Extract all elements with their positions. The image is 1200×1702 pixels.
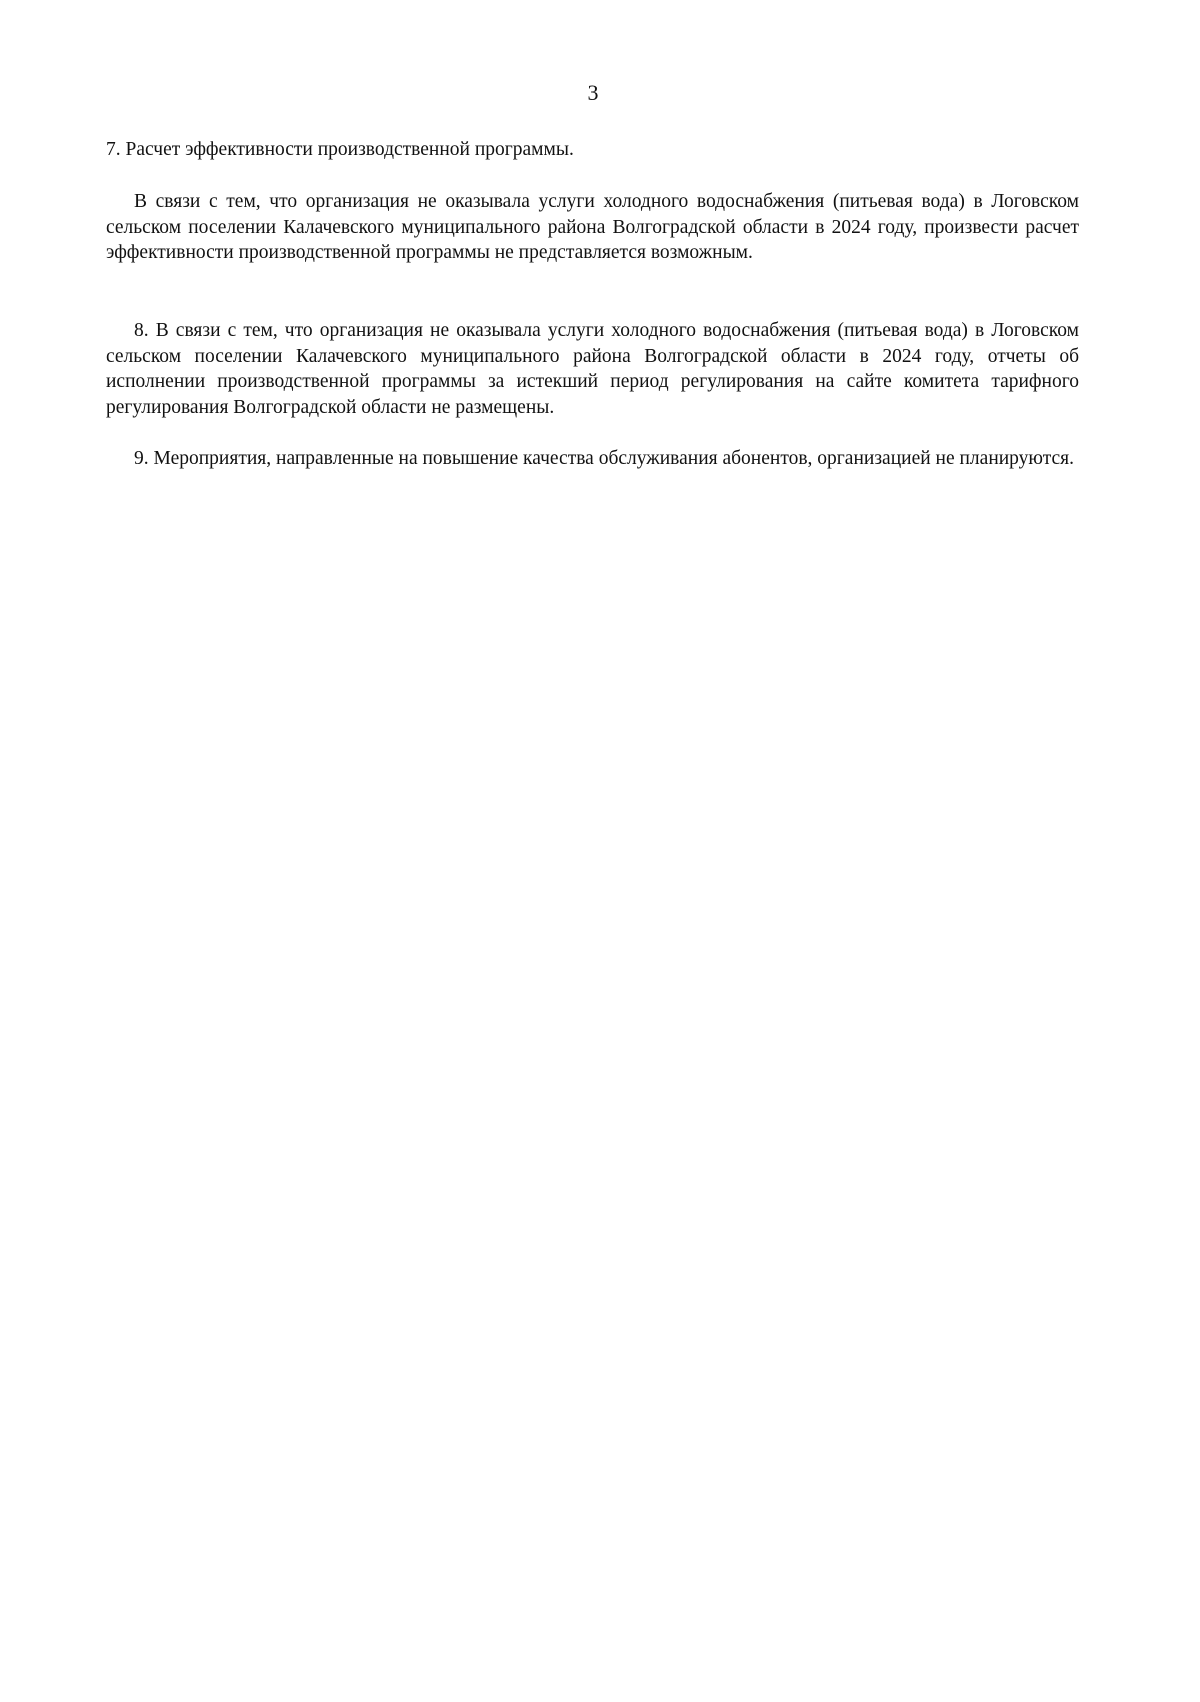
page-number: 3: [587, 80, 599, 105]
item-9-paragraph: 9. Мероприятия, направленные на повышение качества обслуживания абонентов, организацией не планируются.: [134, 448, 1074, 469]
item-8-paragraph: 8. В связи с тем, что организация не оказывала услуги холодного водоснабжения (питьевая вода) в Логовском сельском поселении Калачевского муниципального района Волгоградской области в 2024 году, отчеты об исполнении производственной программы за истекший период регулирования на сайте комитета тарифного регулирования Волгоградской области не размещены.: [106, 320, 1079, 418]
item-7-paragraph: В связи с тем, что организация не оказывала услуги холодного водоснабжения (питьевая вода) в Логовском сельском поселении Калачевского муниципального района Волгоградской области в 2024 году, произвести расчет эффективности производственной программы не представляется возможным.: [106, 191, 1079, 263]
item-7-heading: 7. Расчет эффективности производственной программы.: [106, 139, 574, 160]
